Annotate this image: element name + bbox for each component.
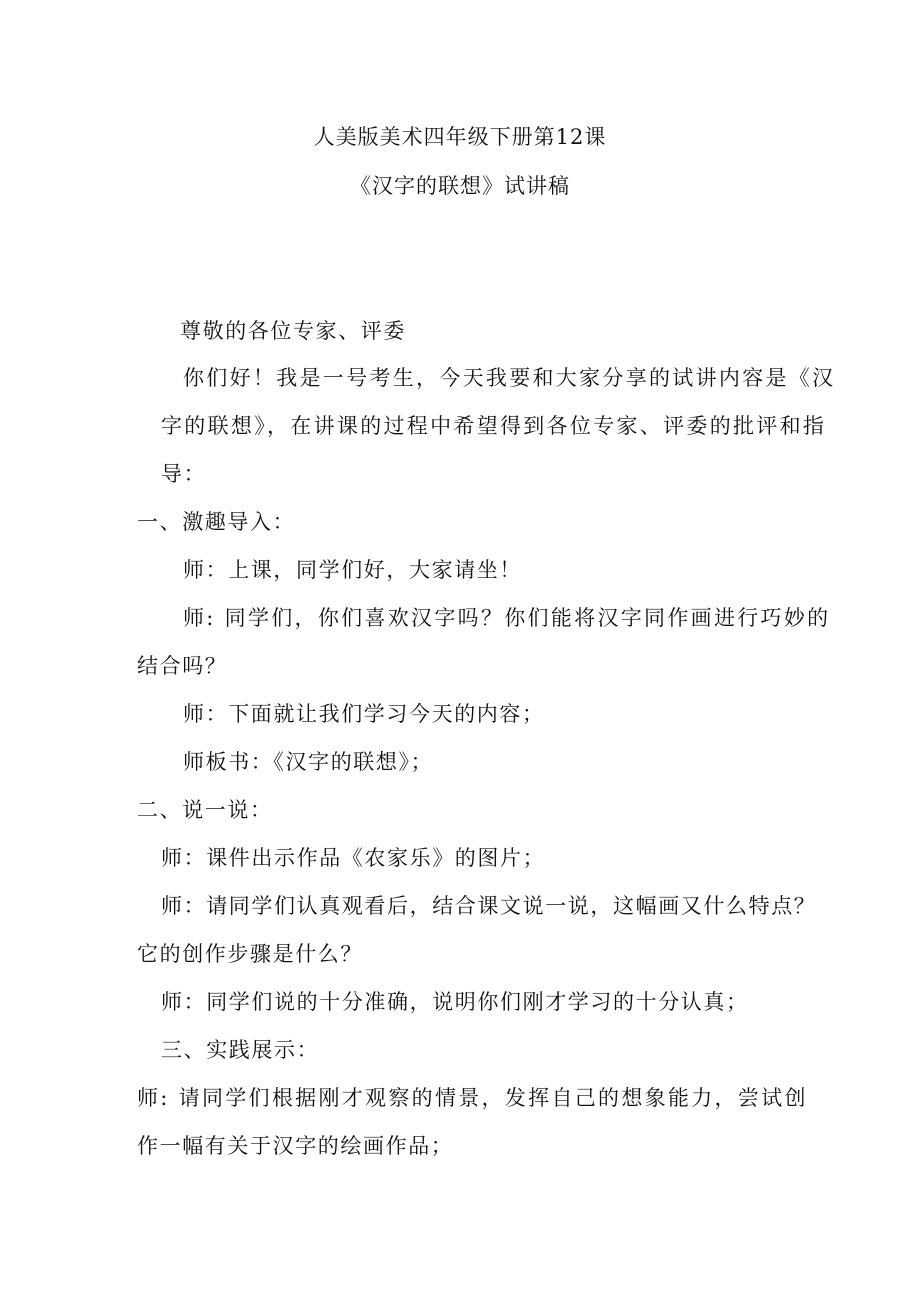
paragraph-line: 师：请同学们认真观看后，结合课文说一说，这幅画又什么特点？ <box>161 894 817 918</box>
document-title-line2: 《汉字的联想》试讲稿 <box>350 174 570 198</box>
paragraph-line: 作一幅有关于汉字的绘画作品； <box>137 1134 454 1158</box>
paragraph-line: 师：下面就让我们学习今天的内容； <box>183 702 545 726</box>
document-title-line1: 人美版美术四年级下册第12课 <box>313 125 607 149</box>
section-heading: 一、激趣导入： <box>137 510 296 534</box>
paragraph-line: 结合吗？ <box>137 654 228 678</box>
paragraph-line: 师: 同学们，你们喜欢汉字吗？你们能将汉字同作画进行巧妙的 <box>183 606 831 630</box>
paragraph-line: 师: 请同学们根据刚才观察的情景，发挥自己的想象能力，尝试创 <box>137 1086 808 1110</box>
paragraph-line: 它的创作步骤是什么？ <box>137 942 363 966</box>
paragraph-line: 师：同学们说的十分准确，说明你们刚才学习的十分认真； <box>161 990 749 1014</box>
section-heading: 三、实践展示： <box>161 1038 320 1062</box>
paragraph-line: 师板书：《汉字的联想》； <box>183 750 434 774</box>
paragraph-line: 师：上课，同学们好，大家请坐！ <box>183 558 522 582</box>
paragraph-line: 你们好！我是一号考生，今天我要和大家分享的试讲内容是《汉 <box>183 366 836 390</box>
section-heading: 二、说一说： <box>137 798 273 822</box>
paragraph-line: 师：课件出示作品《农家乐》的图片； <box>161 846 546 870</box>
paragraph-line: 字的联想》，在讲课的过程中希望得到各位专家、评委的批评和指 <box>161 414 827 438</box>
paragraph-line: 导： <box>161 462 207 486</box>
greeting-line: 尊敬的各位专家、评委 <box>180 319 406 343</box>
